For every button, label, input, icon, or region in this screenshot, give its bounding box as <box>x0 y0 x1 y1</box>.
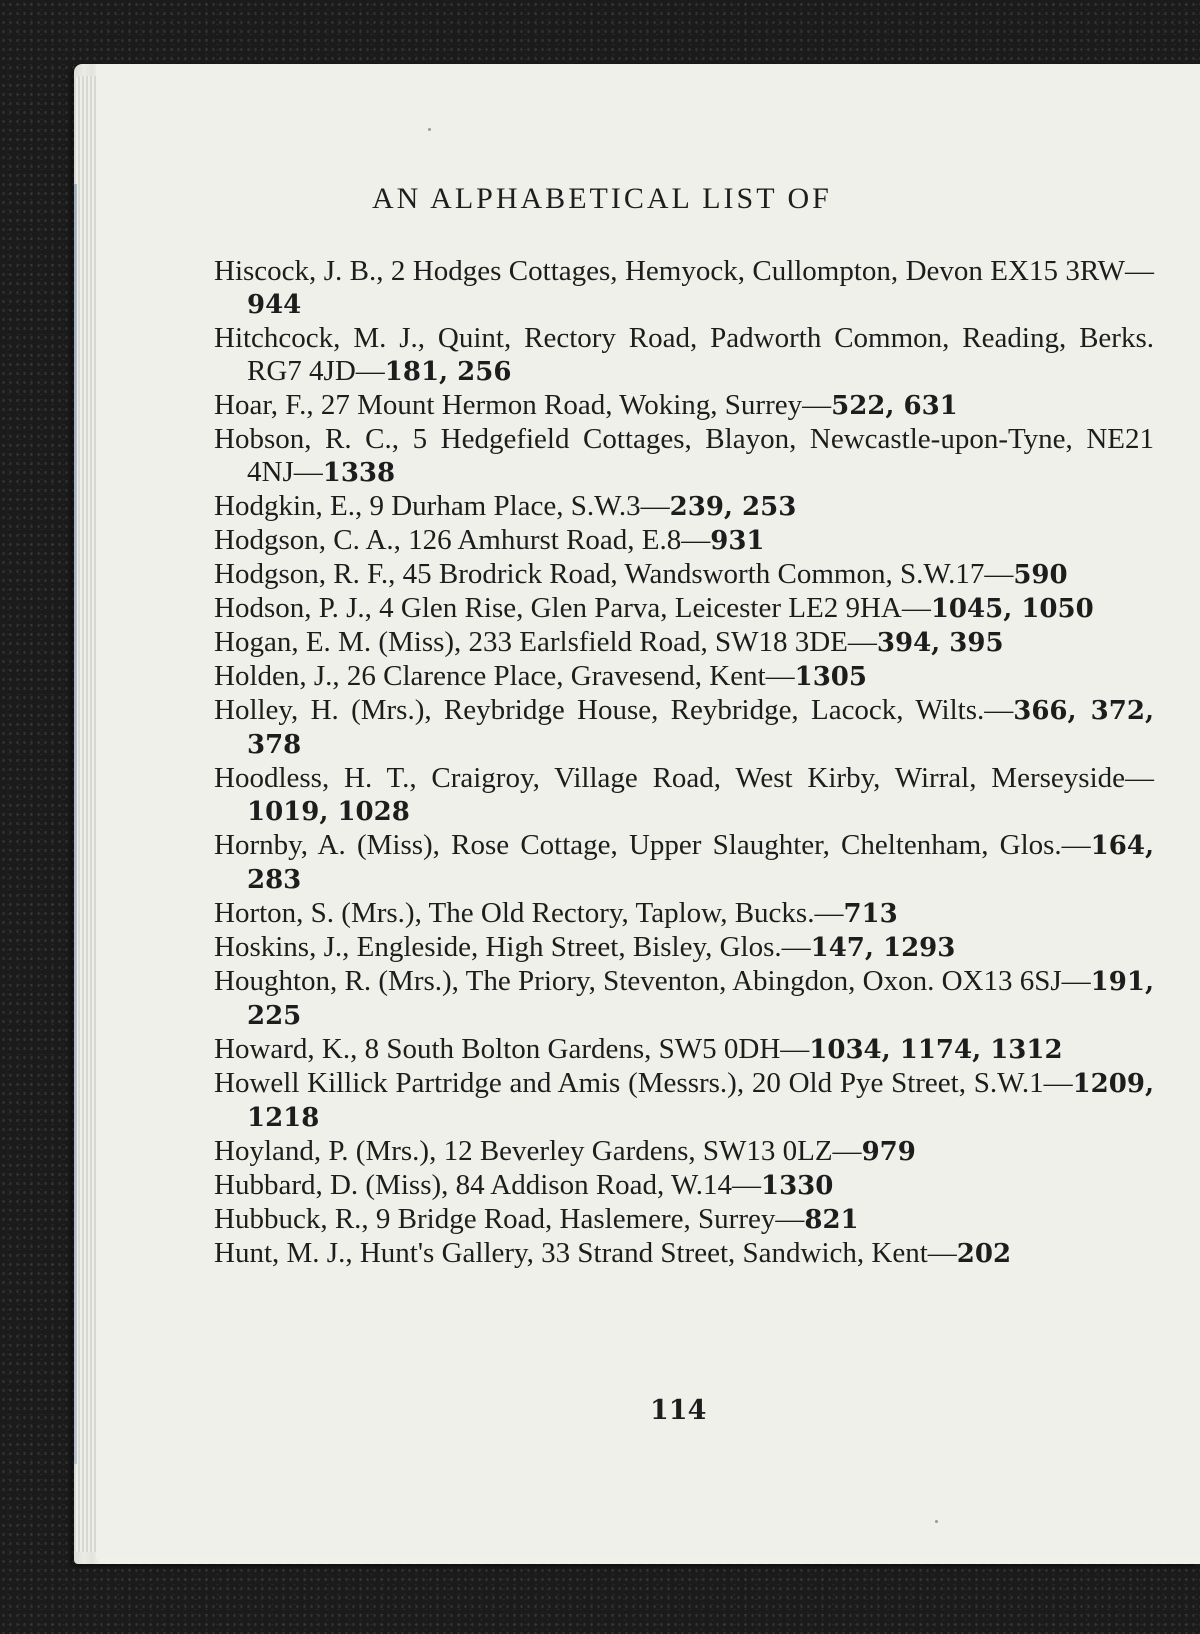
entry-list <box>214 255 1154 1271</box>
entry-text: Hodgson, R. F., 45 Brodrick Road, Wandsworth Common, S.W.17— <box>214 558 1014 590</box>
list-entry <box>214 255 1154 322</box>
entry-refs: 821 <box>804 1205 859 1235</box>
entry-text: Hodson, P. J., 4 Glen Rise, Glen Parva, Leicester LE2 9HA— <box>214 592 931 624</box>
list-entry <box>214 1203 1154 1237</box>
list-entry <box>214 1135 1154 1169</box>
list-entry <box>214 829 1154 897</box>
page-number: 114 <box>650 1395 707 1426</box>
entry-text: Hunt, M. J., Hunt's Gallery, 33 Strand Street, Sandwich, Kent— <box>214 1237 957 1269</box>
entry-text: Hoyland, P. (Mrs.), 12 Beverley Gardens, SW13 0LZ— <box>214 1135 862 1167</box>
list-entry <box>214 660 1154 694</box>
list-entry <box>214 423 1154 490</box>
entry-refs: 931 <box>710 526 765 556</box>
page-header: AN ALPHABETICAL LIST OF <box>372 182 832 215</box>
entry-text: Hiscock, J. B., 2 Hodges Cottages, Hemyock, Cullompton, Devon EX15 3RW— <box>214 255 1154 287</box>
entry-refs: 522, 631 <box>831 391 958 421</box>
list-entry <box>214 931 1154 965</box>
list-entry <box>214 1067 1154 1135</box>
entry-refs: 1305 <box>794 662 867 692</box>
list-entry <box>214 1033 1154 1067</box>
entry-text: Holley, H. (Mrs.), Reybridge House, Reybridge, Lacock, Wilts.— <box>214 694 1014 726</box>
entry-text: Hubbard, D. (Miss), 84 Addison Road, W.14— <box>214 1169 761 1201</box>
list-entry <box>214 897 1154 931</box>
entry-text: Hubbuck, R., 9 Bridge Road, Haslemere, Surrey— <box>214 1203 805 1235</box>
list-entry <box>214 1237 1154 1271</box>
entry-refs: 202 <box>956 1239 1012 1269</box>
page-edge-tint <box>74 184 77 1464</box>
paper-speck <box>428 128 431 131</box>
list-entry <box>214 524 1154 558</box>
entry-text: Hodgkin, E., 9 Durham Place, S.W.3— <box>214 490 670 522</box>
entry-refs: 1045, 1050 <box>930 594 1094 624</box>
entry-text: Hornby, A. (Miss), Rose Cottage, Upper Slaughter, Cheltenham, Glos.— <box>214 829 1091 861</box>
entry-refs: 944 <box>247 290 302 320</box>
list-entry <box>214 965 1154 1033</box>
entry-refs: 590 <box>1013 560 1068 590</box>
entry-refs: 713 <box>843 899 898 929</box>
list-entry <box>214 558 1154 592</box>
entry-refs: 239, 253 <box>669 492 797 522</box>
entry-refs: 1330 <box>760 1171 834 1201</box>
entry-text: Houghton, R. (Mrs.), The Priory, Steventon, Abingdon, Oxon. OX13 6SJ— <box>214 965 1091 997</box>
list-entry <box>214 490 1154 524</box>
entry-text: Holden, J., 26 Clarence Place, Gravesend, Kent— <box>214 660 795 692</box>
list-entry <box>214 592 1154 626</box>
entry-text: Hoar, F., 27 Mount Hermon Road, Woking, Surrey— <box>214 389 832 421</box>
list-entry <box>214 694 1154 762</box>
paper-speck <box>935 1520 938 1523</box>
list-entry <box>214 1169 1154 1203</box>
entry-refs: 1338 <box>322 458 396 488</box>
list-entry <box>214 626 1154 660</box>
list-entry <box>214 762 1154 829</box>
entry-refs: 979 <box>861 1137 916 1167</box>
page-edges <box>74 76 98 1552</box>
entry-refs: 147, 1293 <box>810 933 956 963</box>
entry-text: Hobson, R. C., 5 Hedgefield Cottages, Blayon, Newcastle-upon-Tyne, NE21 4NJ— <box>214 423 1154 488</box>
list-entry <box>214 322 1154 389</box>
list-entry <box>214 389 1154 423</box>
entry-text: Howell Killick Partridge and Amis (Messrs.), 20 Old Pye Street, S.W.1— <box>214 1067 1073 1099</box>
entry-text: Hoskins, J., Engleside, High Street, Bisley, Glos.— <box>214 931 811 963</box>
entry-refs: 1034, 1174, 1312 <box>809 1035 1063 1065</box>
entry-text: Hogan, E. M. (Miss), 233 Earlsfield Road, SW18 3DE— <box>214 626 877 658</box>
entry-refs: 366, 372, 378 <box>247 696 1154 760</box>
entry-refs: 181, 256 <box>384 357 512 387</box>
entry-text: Howard, K., 8 South Bolton Gardens, SW5 0DH— <box>214 1033 810 1065</box>
entry-text: Hitchcock, M. J., Quint, Rectory Road, Padworth Common, Reading, Berks. RG7 4JD— <box>214 322 1154 387</box>
entry-refs: 394, 395 <box>876 628 1004 658</box>
entry-refs: 1209, 1218 <box>247 1069 1154 1133</box>
entry-refs: 1019, 1028 <box>247 797 410 827</box>
entry-text: Horton, S. (Mrs.), The Old Rectory, Taplow, Bucks.— <box>214 897 844 929</box>
entry-refs: 191, 225 <box>247 967 1154 1031</box>
entry-text: Hodgson, C. A., 126 Amhurst Road, E.8— <box>214 524 711 556</box>
entry-refs: 164, 283 <box>247 831 1154 895</box>
entry-text: Hoodless, H. T., Craigroy, Village Road, West Kirby, Wirral, Merseyside— <box>214 762 1154 794</box>
